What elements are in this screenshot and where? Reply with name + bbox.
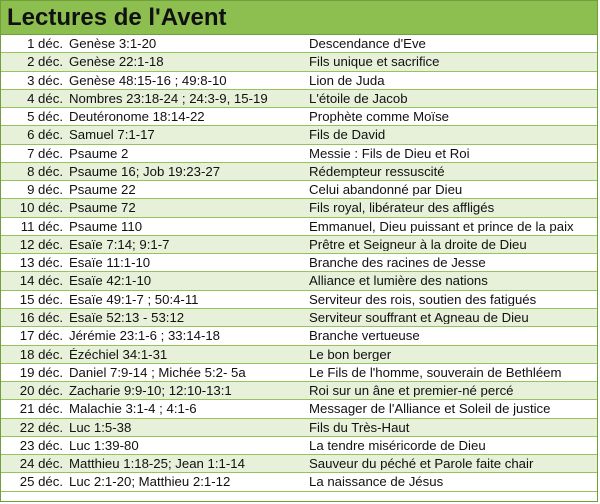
table-row: [1, 163, 597, 181]
date-cell: 14 déc.: [19, 273, 63, 289]
table-row: [1, 108, 597, 126]
table-row: [1, 53, 597, 71]
date-cell: 3 déc.: [27, 72, 63, 88]
reference-cell: Psaume 22: [69, 183, 136, 197]
theme-cell: Messie : Fils de Dieu et Roi: [309, 146, 470, 160]
date-cell: 11 déc.: [20, 218, 63, 234]
table-title: Lectures de l'Avent: [1, 1, 597, 35]
reference-cell: Samuel 7:1-17: [69, 128, 155, 142]
reference-cell: Luc 1:5-38: [69, 420, 132, 434]
table-row: [1, 419, 597, 437]
date-cell: 2 déc.: [27, 54, 63, 70]
theme-cell: Fils royal, libérateur des affligés: [309, 201, 495, 215]
table-row: [1, 291, 597, 309]
date-cell: 15 déc.: [19, 291, 63, 307]
date-cell: 18 déc.: [19, 346, 63, 362]
theme-cell: La naissance de Jésus: [309, 475, 444, 489]
theme-cell: Branche vertueuse: [309, 329, 420, 343]
theme-cell: Emmanuel, Dieu puissant et prince de la paix: [309, 219, 574, 233]
table-row: [1, 382, 597, 400]
table-row: [1, 35, 597, 53]
theme-cell: Le Fils de l'homme, souverain de Bethléem: [309, 365, 562, 380]
table-row: [1, 145, 597, 163]
date-cell: 5 déc.: [27, 109, 63, 125]
reference-cell: Jérémie 23:1-6 ; 33:14-18: [69, 329, 221, 343]
theme-cell: Serviteur souffrant et Agneau de Dieu: [309, 311, 529, 325]
table-row: [1, 400, 597, 418]
theme-cell: Le bon berger: [309, 347, 392, 361]
date-cell: 24 déc.: [19, 456, 63, 472]
table-row: [1, 218, 597, 236]
table-body: [1, 35, 597, 492]
theme-cell: Fils unique et sacrifice: [309, 55, 440, 69]
reference-cell: Genèse 48:15-16 ; 49:8-10: [69, 73, 227, 87]
date-cell: 10 déc.: [19, 200, 63, 216]
reference-cell: Psaume 2: [69, 146, 129, 160]
date-cell: 9 déc.: [27, 182, 63, 198]
date-cell: 22 déc.: [19, 419, 63, 435]
reference-cell: Esaïe 11:1-10: [69, 256, 151, 270]
theme-cell: Celui abandonné par Dieu: [309, 183, 463, 197]
reference-cell: Luc 2:1-20; Matthieu 2:1-12: [69, 475, 231, 489]
reference-cell: Daniel 7:9-14 ; Michée 5:2- 5a: [69, 365, 246, 380]
reference-cell: Esaïe 42:1-10: [69, 274, 152, 288]
theme-cell: Roi sur un âne et premier-né percé: [309, 384, 514, 398]
reference-cell: Psaume 16; Job 19:23-27: [69, 164, 221, 179]
date-cell: 19 déc.: [19, 364, 63, 380]
reference-cell: Luc 1:39-80: [69, 438, 139, 453]
reference-cell: Esaïe 7:14; 9:1-7: [69, 237, 170, 252]
date-cell: 12 déc.: [19, 236, 63, 252]
reference-cell: Malachie 3:1-4 ; 4:1-6: [69, 402, 197, 416]
reference-cell: Genèse 22:1-18: [69, 55, 164, 69]
reference-cell: Matthieu 1:18-25; Jean 1:1-14: [69, 457, 245, 471]
table-row: [1, 236, 597, 254]
table-row: [1, 199, 597, 217]
theme-cell: Branche des racines de Jesse: [309, 256, 486, 270]
table-row: [1, 181, 597, 199]
table-row: [1, 364, 597, 382]
table-row: [1, 309, 597, 327]
date-cell: 6 déc.: [27, 127, 63, 143]
reference-cell: Ézéchiel 34:1-31: [69, 347, 168, 361]
table-row: [1, 90, 597, 108]
reference-cell: Zacharie 9:9-10; 12:10-13:1: [69, 384, 232, 398]
date-cell: 8 déc.: [27, 163, 63, 179]
reference-cell: Deutéronome 18:14-22: [69, 110, 205, 124]
theme-cell: Fils du Très-Haut: [309, 420, 410, 434]
date-cell: 23 déc.: [19, 437, 63, 453]
theme-cell: Descendance d'Eve: [309, 37, 426, 51]
table-row: [1, 437, 597, 455]
theme-cell: Prêtre et Seigneur à la droite de Dieu: [309, 237, 527, 252]
date-cell: 20 déc.: [19, 383, 63, 399]
table-row: [1, 346, 597, 364]
reference-cell: Esaïe 52:13 - 53:12: [69, 311, 185, 325]
reference-cell: Psaume 72: [69, 201, 136, 215]
date-cell: 13 déc.: [19, 255, 63, 271]
reference-cell: Psaume 110: [69, 219, 143, 233]
theme-cell: Sauveur du péché et Parole faite chair: [309, 457, 534, 471]
date-cell: 21 déc.: [19, 401, 63, 417]
date-cell: 4 déc.: [27, 90, 63, 106]
date-cell: 1 déc.: [27, 36, 63, 52]
theme-cell: Serviteur des rois, soutien des fatigués: [309, 292, 537, 306]
reference-cell: Esaïe 49:1-7 ; 50:4-11: [69, 292, 199, 306]
theme-cell: Lion de Juda: [309, 73, 385, 87]
table-row: [1, 272, 597, 290]
reference-cell: Nombres 23:18-24 ; 24:3-9, 15-19: [69, 91, 268, 106]
theme-cell: Fils de David: [309, 128, 386, 142]
theme-cell: Rédempteur ressuscité: [309, 164, 445, 179]
table-row: [1, 455, 597, 473]
date-cell: 17 déc.: [19, 328, 63, 344]
theme-cell: La tendre miséricorde de Dieu: [309, 438, 486, 453]
date-cell: 7 déc.: [27, 145, 63, 161]
table-row: [1, 126, 597, 144]
table-row: [1, 72, 597, 90]
table-row: [1, 254, 597, 272]
reference-cell: Genèse 3:1-20: [69, 37, 157, 51]
theme-cell: L'étoile de Jacob: [309, 91, 408, 106]
date-cell: 25 déc.: [19, 474, 63, 490]
date-cell: 16 déc.: [19, 310, 63, 326]
theme-cell: Prophète comme Moïse: [309, 110, 449, 124]
theme-cell: Alliance et lumière des nations: [309, 274, 488, 288]
theme-cell: Messager de l'Alliance et Soleil de justice: [309, 402, 551, 416]
table-row: [1, 327, 597, 345]
table-row: [1, 473, 597, 491]
